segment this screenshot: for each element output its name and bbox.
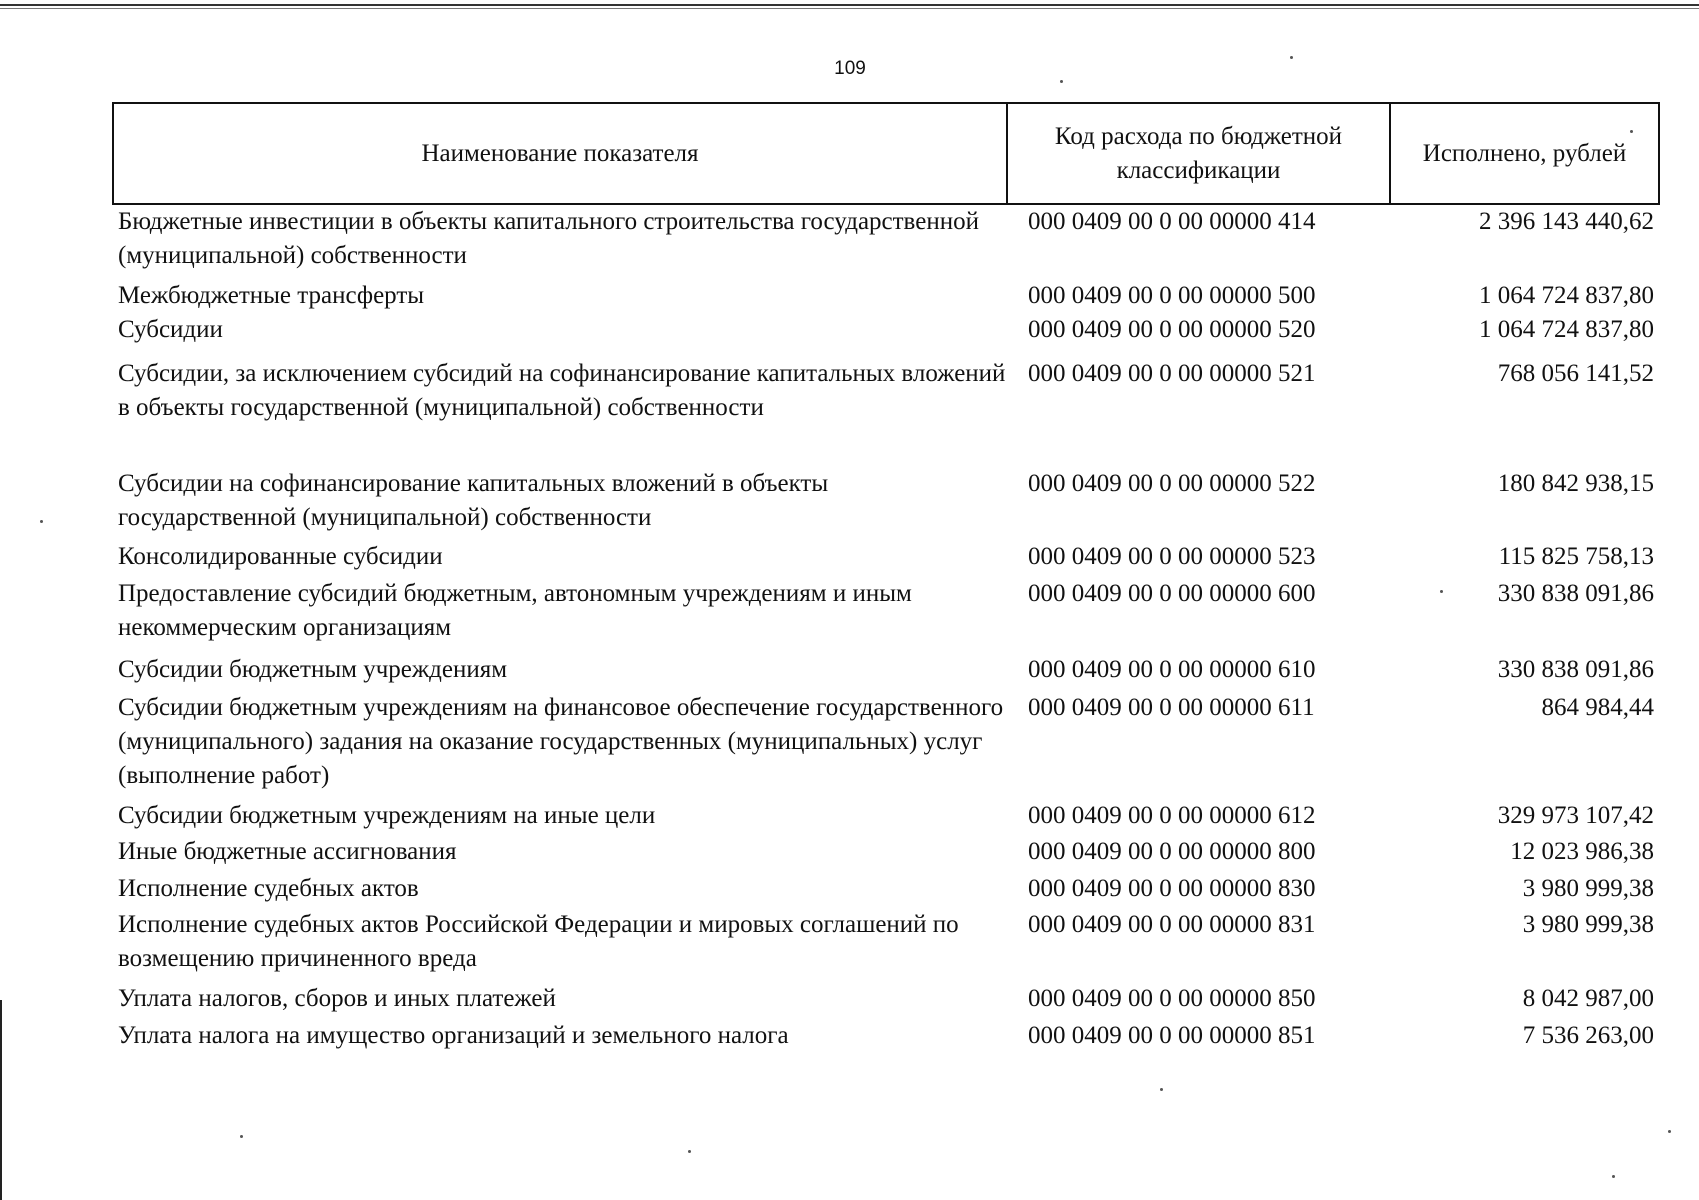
row-amount: 12 023 986,38 xyxy=(1510,838,1654,865)
row-code: 000 0409 00 0 00 00000 851 xyxy=(1028,1022,1316,1049)
row-name: Исполнение судебных актов xyxy=(118,875,419,902)
left-scan-edge xyxy=(0,1000,2,1200)
row-code: 000 0409 00 0 00 00000 414 xyxy=(1028,208,1316,235)
scan-speck xyxy=(1440,590,1443,593)
row-amount: 2 396 143 440,62 xyxy=(1479,208,1654,235)
row-code: 000 0409 00 0 00 00000 600 xyxy=(1028,580,1316,607)
table-row xyxy=(112,691,1660,799)
table-row xyxy=(112,982,1660,1019)
page-number: 109 xyxy=(834,58,866,79)
table-header xyxy=(112,102,1660,205)
table-row xyxy=(112,835,1660,872)
row-name: Уплата налогов, сборов и иных платежей xyxy=(118,985,556,1012)
row-name: Предоставление субсидий бюджетным, автономным учреждениям и иным некоммерческим организациям xyxy=(118,580,912,641)
row-code: 000 0409 00 0 00 00000 523 xyxy=(1028,543,1316,570)
row-code: 000 0409 00 0 00 00000 850 xyxy=(1028,985,1316,1012)
row-name: Консолидированные субсидии xyxy=(118,543,443,570)
table-row xyxy=(112,467,1660,540)
row-name: Иные бюджетные ассигнования xyxy=(118,838,457,865)
scan-speck xyxy=(1612,1175,1615,1178)
table-row xyxy=(112,313,1660,357)
scan-speck xyxy=(1160,1088,1163,1091)
table-row xyxy=(112,577,1660,653)
row-name: Субсидии xyxy=(118,316,223,343)
scan-speck xyxy=(688,1150,691,1153)
scan-speck xyxy=(1630,130,1633,133)
row-amount: 864 984,44 xyxy=(1541,694,1654,721)
row-name: Субсидии бюджетным учреждениям на иные цели xyxy=(118,802,656,829)
row-code: 000 0409 00 0 00 00000 610 xyxy=(1028,656,1316,683)
scan-speck xyxy=(1060,80,1063,83)
top-scan-rule xyxy=(0,4,1699,6)
scan-speck xyxy=(40,520,43,523)
row-code: 000 0409 00 0 00 00000 611 xyxy=(1028,694,1315,721)
row-code: 000 0409 00 0 00 00000 500 xyxy=(1028,282,1316,309)
row-amount: 8 042 987,00 xyxy=(1522,985,1654,1012)
row-amount: 768 056 141,52 xyxy=(1497,360,1654,387)
row-code: 000 0409 00 0 00 00000 612 xyxy=(1028,802,1316,829)
table-body xyxy=(112,205,1660,1056)
row-name: Субсидии, за исключением субсидий на софинансирование капитальных вложений в объекты государственной (муниципальной) собственности xyxy=(118,360,1006,421)
row-name: Субсидии бюджетным учреждениям xyxy=(118,656,508,683)
row-code: 000 0409 00 0 00 00000 521 xyxy=(1028,360,1316,387)
row-name: Межбюджетные трансферты xyxy=(118,282,425,309)
header-amount: Исполнено, рублей xyxy=(1422,139,1627,167)
top-scan-rule-thin xyxy=(0,8,1699,9)
row-name: Бюджетные инвестиции в объекты капитального строительства государственной (муниципальной) собственности xyxy=(118,208,979,269)
row-name: Субсидии бюджетным учреждениям на финансовое обеспечение государственного (муниципального) задания на оказание государственных (муниципальных) услуг (выполнение работ) xyxy=(118,694,1004,789)
table-row xyxy=(112,799,1660,835)
row-amount: 1 064 724 837,80 xyxy=(1479,282,1654,309)
row-amount: 330 838 091,86 xyxy=(1497,656,1654,683)
scan-speck xyxy=(240,1135,243,1138)
table-row xyxy=(112,357,1660,467)
row-amount: 115 825 758,13 xyxy=(1498,543,1654,570)
header-name: Наименование показателя xyxy=(114,104,1008,203)
scan-speck xyxy=(1668,1130,1671,1133)
row-name: Исполнение судебных актов Российской Федерации и мировых соглашений по возмещению причиненного вреда xyxy=(118,911,959,972)
table-row xyxy=(112,872,1660,908)
row-amount: 180 842 938,15 xyxy=(1497,470,1654,497)
table-row xyxy=(112,908,1660,982)
row-amount: 330 838 091,86 xyxy=(1497,580,1654,607)
row-amount: 7 536 263,00 xyxy=(1522,1022,1654,1049)
row-name: Уплата налога на имущество организаций и земельного налога xyxy=(118,1022,789,1049)
table-row xyxy=(112,1019,1660,1056)
row-amount: 3 980 999,38 xyxy=(1522,911,1654,938)
table-row xyxy=(112,540,1660,577)
row-amount: 1 064 724 837,80 xyxy=(1479,316,1654,343)
table-row xyxy=(112,653,1660,691)
table-row xyxy=(112,205,1660,279)
row-code: 000 0409 00 0 00 00000 522 xyxy=(1028,470,1316,497)
row-code: 000 0409 00 0 00 00000 520 xyxy=(1028,316,1316,343)
row-amount: 329 973 107,42 xyxy=(1497,802,1654,829)
row-code: 000 0409 00 0 00 00000 830 xyxy=(1028,875,1316,902)
header-code: Код расхода по бюджетной классификации xyxy=(1008,104,1391,203)
row-code: 000 0409 00 0 00 00000 800 xyxy=(1028,838,1316,865)
row-code: 000 0409 00 0 00 00000 831 xyxy=(1028,911,1316,938)
scan-speck xyxy=(1290,56,1293,59)
table-row xyxy=(112,279,1660,313)
row-amount: 3 980 999,38 xyxy=(1522,875,1654,902)
row-name: Субсидии на софинансирование капитальных вложений в объекты государственной (муниципальной) собственности xyxy=(118,470,829,531)
